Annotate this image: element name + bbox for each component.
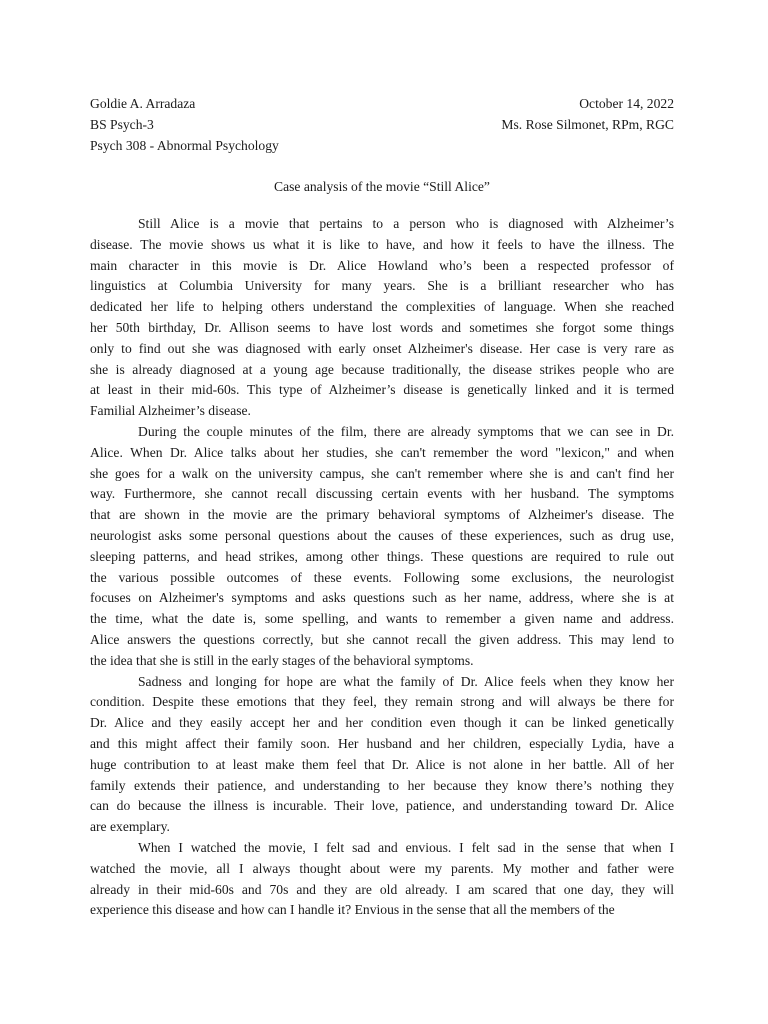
paragraph-line: Alice. When Dr. Alice talks about her studies, she can't remember the word "lexicon," and when	[90, 444, 674, 460]
paragraph	[90, 672, 674, 838]
header-row-1	[90, 93, 674, 114]
paragraph-line: Dr. Alice and they easily accept her and her condition even though it can be linked genetically	[90, 715, 674, 731]
header-row-2	[90, 114, 674, 135]
paragraph-line: experience this disease and how can I handle it? Envious in the sense that all the members of the	[90, 902, 615, 918]
paragraph-line: Still Alice is a movie that pertains to a person who is diagnosed with Alzheimer’s	[138, 216, 674, 231]
document-body	[90, 214, 674, 921]
paragraph-line: the idea that she is still in the early stages of the behavioral symptoms.	[90, 652, 474, 668]
course-name: Psych 308 - Abnormal Psychology	[90, 138, 279, 153]
document-header	[90, 93, 674, 156]
paragraph	[90, 838, 674, 921]
paragraph-line: Alice answers the questions correctly, but she cannot recall the given address. This may lend to	[90, 631, 674, 647]
paragraph-line: the time, what the date is, some spelling, and wants to remember a given name and address.	[90, 611, 674, 627]
paragraph-line: Sadness and longing for hope are what the family of Dr. Alice feels when they know her	[138, 673, 674, 689]
paragraph-line: condition. Despite these emotions that they feel, they remain strong and will always be there for	[90, 694, 674, 710]
paragraph-line: she goes for a walk on the university campus, she can't remember where she is and can't find her	[90, 465, 674, 481]
document-title: Case analysis of the movie “Still Alice”	[274, 179, 490, 194]
paragraph-line: her 50th birthday, Dr. Allison seems to have lost words and sometimes she forgot some things	[90, 319, 674, 335]
paragraph-line: way. Furthermore, she cannot recall discussing certain events with her husband. The symptoms	[90, 486, 674, 502]
paragraph	[90, 422, 674, 672]
paragraph-line: can do because the illness is incurable. Their love, patience, and understanding toward Dr. Alice	[90, 798, 674, 814]
paragraph-line: disease. The movie shows us what it is like to have, and how it feels to have the illness. The	[90, 236, 674, 252]
author-name: Goldie A. Arradaza	[90, 96, 196, 111]
paragraph-line: focuses on Alzheimer's symptoms and asks questions such as her name, address, where she is at	[90, 590, 674, 606]
paragraph-line: dedicated her life to helping others understand the complexities of language. When she reached	[90, 299, 674, 315]
paragraph-line: family extends their patience, and understanding to her because they know there’s nothing they	[90, 777, 674, 793]
paragraph	[90, 214, 674, 422]
program-section: BS Psych-3	[90, 117, 154, 132]
instructor-name: Ms. Rose Silmonet, RPm, RGC	[501, 117, 674, 132]
paragraph-line: main character in this movie is Dr. Alice Howland who’s been a respected professor of	[90, 257, 674, 273]
paragraph-line: During the couple minutes of the film, there are already symptoms that we can see in Dr.	[138, 423, 674, 439]
paragraph-line: at least in their mid-60s. This type of Alzheimer’s disease is genetically linked and it is termed	[90, 382, 674, 398]
paragraph-line: already in their mid-60s and 70s and they are old already. I am scared that one day, they will	[90, 881, 674, 897]
paragraph-line: watched the movie, all I always thought about were my parents. My mother and father were	[90, 860, 674, 876]
paragraph-line: neurologist asks some personal questions about the causes of these experiences, such as drug use,	[90, 527, 674, 543]
paragraph-line: she is already diagnosed at a young age because traditionally, the disease strikes people who are	[90, 361, 674, 377]
paragraph-line: When I watched the movie, I felt sad and envious. I felt sad in the sense that when I	[138, 839, 674, 855]
paragraph-line: Familial Alzheimer’s disease.	[90, 403, 251, 419]
paragraph-line: sleeping patterns, and head strikes, among other things. These questions are required to rule out	[90, 548, 674, 564]
paragraph-line: are exemplary.	[90, 819, 170, 835]
paragraph-line: only to find out she was diagnosed with early onset Alzheimer's disease. Her case is very rare as	[90, 340, 674, 356]
document-date: October 14, 2022	[579, 96, 674, 111]
paragraph-line: linguistics at Columbia University for many years. She is a brilliant researcher who has	[90, 278, 674, 294]
paragraph-line: and this might affect their family soon. Her husband and her children, especially Lydia, have a	[90, 735, 674, 751]
paragraph-line: huge contribution to at least make them feel that Dr. Alice is not alone in her battle. All of her	[90, 756, 674, 772]
header-row-3	[90, 135, 674, 156]
paragraph-line: that are shown in the movie are the primary behavioral symptoms of Alzheimer's disease. The	[90, 507, 674, 523]
paragraph-line: the various possible outcomes of these events. Following some exclusions, the neurologist	[90, 569, 674, 585]
